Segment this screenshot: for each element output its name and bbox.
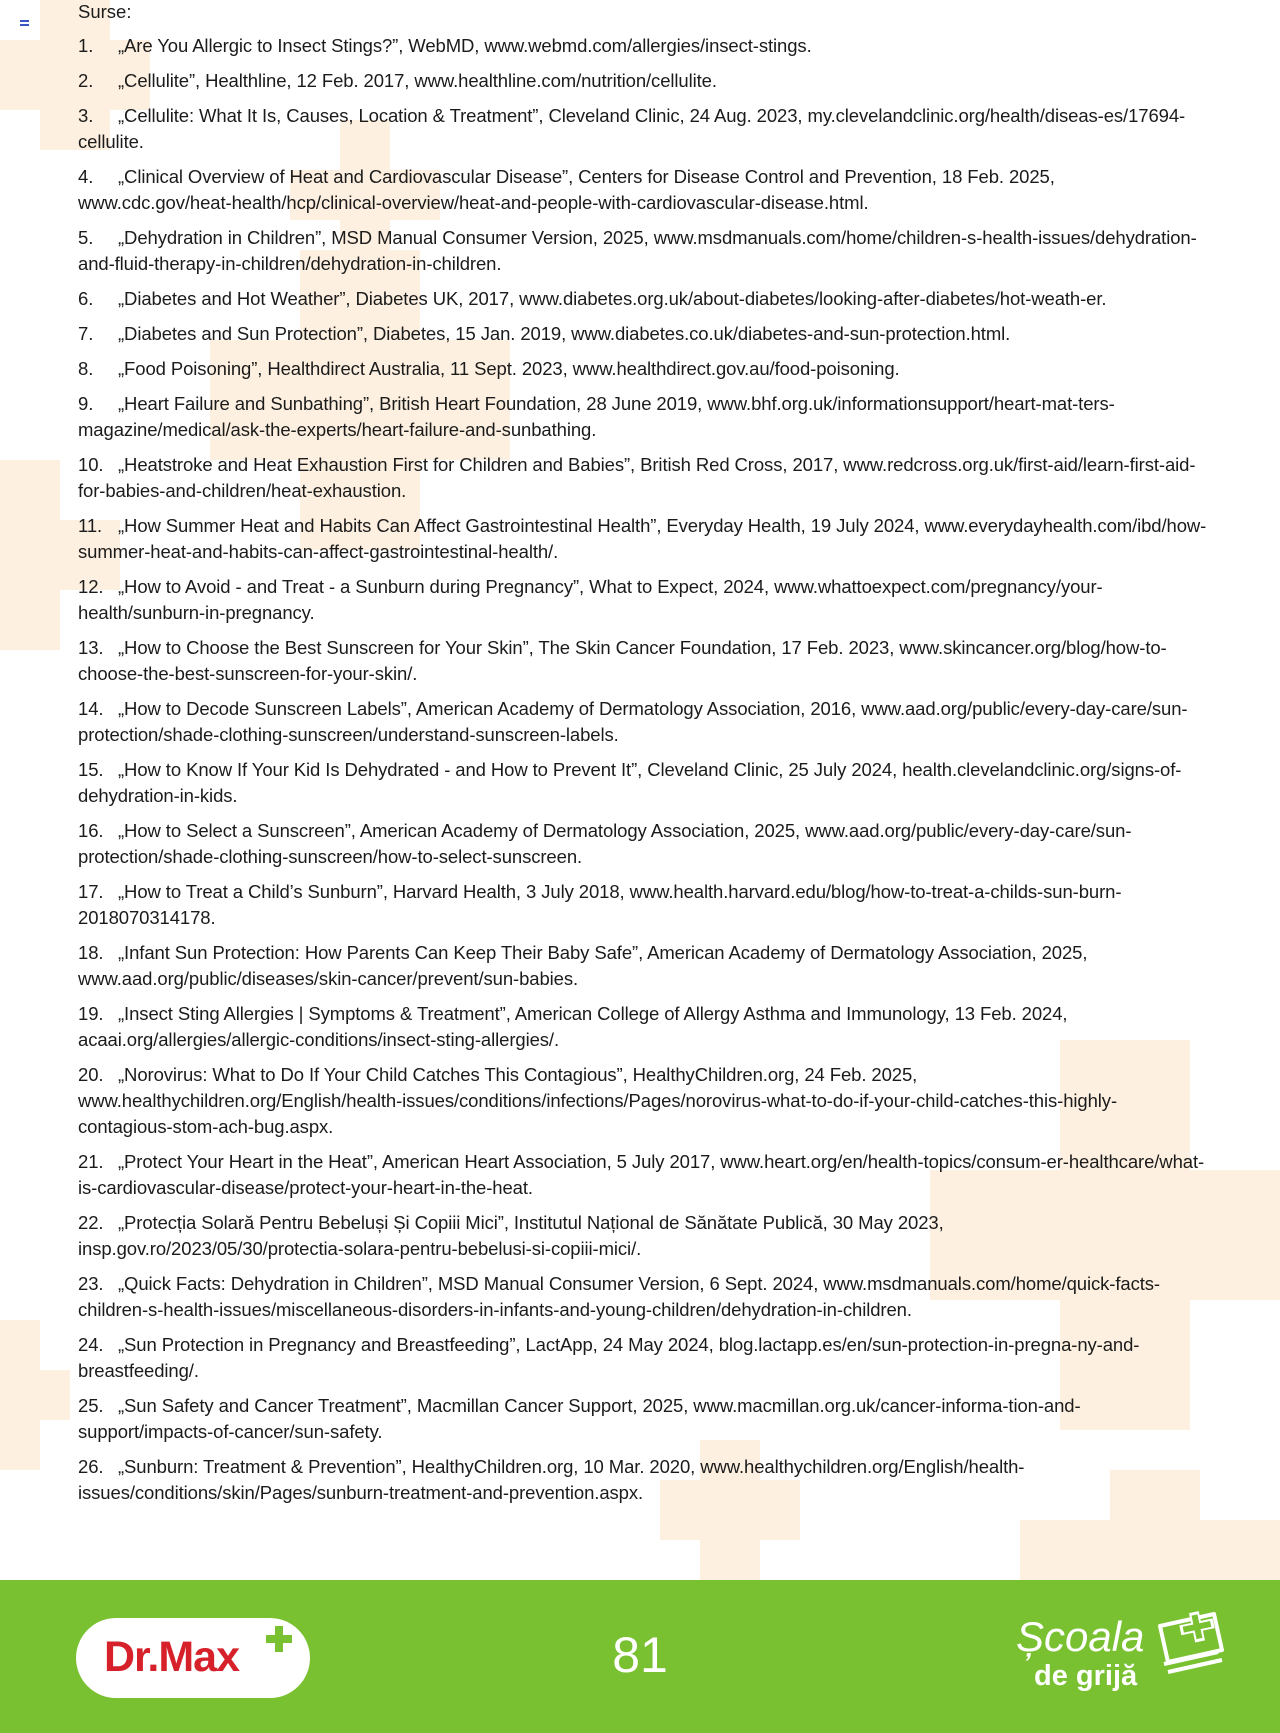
reference-number: 11.: [78, 515, 103, 536]
reference-text: „Sun Safety and Cancer Treatment”, Macmillan Cancer Support, 2025, www.macmillan.org.uk/cancer-informa-tion-and-support/impacts-of-cancer/sun-safety.: [78, 1395, 1081, 1442]
reference-text: „Protect Your Heart in the Heat”, American Heart Association, 5 July 2017, www.heart.org/en/health-topics/consum-er-healthcare/what-is-cardiovascular-disease/protect-your-heart-in-the-heat.: [78, 1151, 1205, 1198]
reference-item: [78, 879, 1208, 931]
green-plus-icon: [266, 1626, 292, 1652]
reference-text: „How to Decode Sunscreen Labels”, American Academy of Dermatology Association, 2016, www.aad.org/public/every-day-care/sun-protection/shade-clothing-sunscreen/understand-sunscreen-labels.: [78, 698, 1188, 745]
reference-item: [78, 1149, 1208, 1201]
logo-word-scoala: Școala: [1016, 1613, 1145, 1660]
reference-number: 13.: [78, 637, 104, 658]
reference-number: 12.: [78, 576, 104, 597]
reference-item: [78, 1001, 1208, 1053]
reference-item: [78, 635, 1208, 687]
menu-icon[interactable]: [20, 20, 29, 28]
reference-text: „How to Know If Your Kid Is Dehydrated - and How to Prevent It”, Cleveland Clinic, 25 July 2024, health.clevelandclinic.org/signs-of-dehydration-in-kids.: [78, 759, 1182, 806]
reference-item: [78, 1393, 1208, 1445]
reference-item: [78, 1210, 1208, 1262]
reference-number: 15.: [78, 759, 104, 780]
reference-item: [78, 391, 1208, 443]
reference-item: [78, 356, 1208, 382]
reference-item: [78, 818, 1208, 870]
cross-shape: [0, 1320, 70, 1470]
reference-text: „Cellulite”, Healthline, 12 Feb. 2017, www.healthline.com/nutrition/cellulite.: [118, 70, 717, 91]
reference-text: „Quick Facts: Dehydration in Children”, MSD Manual Consumer Version, 6 Sept. 2024, www.msdmanuals.com/home/quick-facts-children-s-health-issues/miscellaneous-disorders-in-infants-and-young-children/dehydration-in-children.: [78, 1273, 1160, 1320]
reference-list: [78, 33, 1208, 1506]
reference-item: [78, 68, 1208, 94]
reference-item: [78, 940, 1208, 992]
reference-text: „Heart Failure and Sunbathing”, British Heart Foundation, 28 June 2019, www.bhf.org.uk/informationsupport/heart-mat-ters-magazine/medical/ask-the-experts/heart-failure-and-sunbathing.: [78, 393, 1115, 440]
reference-item: [78, 103, 1208, 155]
reference-number: 9.: [78, 393, 94, 414]
drmax-logo-text: Dr.Max: [104, 1633, 240, 1681]
drmax-logo: [76, 1618, 310, 1698]
reference-text: „Insect Sting Allergies | Symptoms & Treatment”, American College of Allergy Asthma and Immunology, 13 Feb. 2024, acaai.org/allergies/allergic-conditions/insect-sting-allergies/.: [78, 1003, 1068, 1050]
reference-text: „How to Choose the Best Sunscreen for Your Skin”, The Skin Cancer Foundation, 17 Feb. 2023, www.skincancer.org/blog/how-to-choose-the-best-sunscreen-for-your-skin/.: [78, 637, 1167, 684]
reference-text: „Diabetes and Sun Protection”, Diabetes, 15 Jan. 2019, www.diabetes.co.uk/diabetes-and-sun-protection.html.: [118, 323, 1011, 344]
reference-text: „Dehydration in Children”, MSD Manual Consumer Version, 2025, www.msdmanuals.com/home/children-s-health-issues/dehydration-and-fluid-therapy-in-children/dehydration-in-children.: [78, 227, 1197, 274]
reference-text: „How to Select a Sunscreen”, American Academy of Dermatology Association, 2025, www.aad.org/public/every-day-care/sun-protection/shade-clothing-sunscreen/how-to-select-sunscreen.: [78, 820, 1132, 867]
reference-text: „Heatstroke and Heat Exhaustion First for Children and Babies”, British Red Cross, 2017, www.redcross.org.uk/first-aid/learn-first-aid-for-babies-and-children/heat-exhaustion.: [78, 454, 1196, 501]
reference-number: 14.: [78, 698, 104, 719]
reference-number: 7.: [78, 323, 94, 344]
reference-number: 17.: [78, 881, 104, 902]
reference-number: 18.: [78, 942, 104, 963]
page-number: 81: [612, 1627, 668, 1683]
reference-text: „How to Treat a Child’s Sunburn”, Harvard Health, 3 July 2018, www.health.harvard.edu/blog/how-to-treat-a-childs-sun-burn-2018070314178.: [78, 881, 1122, 928]
reference-number: 20.: [78, 1064, 104, 1085]
reference-item: [78, 1332, 1208, 1384]
logo-words-de-grija: de grijă: [1034, 1660, 1138, 1692]
reference-item: [78, 33, 1208, 59]
reference-number: 3.: [78, 105, 94, 126]
reference-item: [78, 757, 1208, 809]
reference-item: [78, 513, 1208, 565]
reference-text: „Infant Sun Protection: How Parents Can Keep Their Baby Safe”, American Academy of Dermatology Association, 2025, www.aad.org/public/diseases/skin-cancer/prevent/sun-babies.: [78, 942, 1088, 989]
reference-item: [78, 225, 1208, 277]
reference-text: „Food Poisoning”, Healthdirect Australia, 11 Sept. 2023, www.healthdirect.gov.au/food-poisoning.: [118, 358, 900, 379]
sources-content: [78, 0, 1208, 1515]
reference-number: 24.: [78, 1334, 104, 1355]
reference-item: [78, 574, 1208, 626]
reference-text: „Norovirus: What to Do If Your Child Catches This Contagious”, HealthyChildren.org, 24 Feb. 2025, www.healthychildren.org/English/health-issues/conditions/infections/Pages/norovirus-what-to-do-if-your-child-catches-this-highly-contagious-stom-ach-bug.aspx.: [78, 1064, 1117, 1137]
reference-item: [78, 696, 1208, 748]
reference-number: 2.: [78, 70, 94, 91]
reference-number: 6.: [78, 288, 94, 309]
reference-number: 1.: [78, 35, 94, 56]
reference-text: „Cellulite: What It Is, Causes, Location & Treatment”, Cleveland Clinic, 24 Aug. 2023, my.clevelandclinic.org/health/diseas-es/17694-cellulite.: [78, 105, 1186, 152]
reference-number: 22.: [78, 1212, 104, 1233]
reference-item: [78, 1062, 1208, 1140]
reference-number: 16.: [78, 820, 104, 841]
reference-item: [78, 321, 1208, 347]
reference-number: 21.: [78, 1151, 104, 1172]
reference-text: „Protecția Solară Pentru Bebeluși Și Copiii Mici”, Institutul Național de Sănătate Publică, 30 May 2023, insp.gov.ro/2023/05/30/protectia-solara-pentru-bebelusi-si-copiii-mici/.: [78, 1212, 944, 1259]
reference-number: 5.: [78, 227, 94, 248]
reference-text: „How to Avoid - and Treat - a Sunburn during Pregnancy”, What to Expect, 2024, www.whattoexpect.com/pregnancy/your-health/sunburn-in-pregnancy.: [78, 576, 1103, 623]
reference-number: 8.: [78, 358, 94, 379]
scoala-de-grija-logo: [1010, 1602, 1250, 1712]
reference-item: [78, 286, 1208, 312]
reference-text: „Sunburn: Treatment & Prevention”, HealthyChildren.org, 10 Mar. 2020, www.healthychildren.org/English/health-issues/conditions/skin/Pages/sunburn-treatment-and-prevention.aspx.: [78, 1456, 1025, 1503]
reference-number: 23.: [78, 1273, 104, 1294]
first-aid-kit-icon: [1150, 1602, 1230, 1682]
reference-text: „Clinical Overview of Heat and Cardiovascular Disease”, Centers for Disease Control and Prevention, 18 Feb. 2025, www.cdc.gov/heat-health/hcp/clinical-overview/heat-and-people-with-cardiovascular-disease.html.: [78, 166, 1055, 213]
reference-text: „Diabetes and Hot Weather”, Diabetes UK, 2017, www.diabetes.org.uk/about-diabetes/looking-after-diabetes/hot-weath-er.: [118, 288, 1107, 309]
reference-number: 10.: [78, 454, 104, 475]
footer-bar: [0, 1580, 1280, 1733]
reference-item: [78, 452, 1208, 504]
reference-item: [78, 164, 1208, 216]
reference-number: 19.: [78, 1003, 104, 1024]
sources-heading: Surse:: [78, 1, 132, 22]
reference-number: 26.: [78, 1456, 104, 1477]
reference-item: [78, 1271, 1208, 1323]
reference-item: [78, 1454, 1208, 1506]
reference-text: „Sun Protection in Pregnancy and Breastfeeding”, LactApp, 24 May 2024, blog.lactapp.es/en/sun-protection-in-pregna-ny-and-breastfeeding/.: [78, 1334, 1140, 1381]
reference-number: 25.: [78, 1395, 104, 1416]
reference-text: „Are You Allergic to Insect Stings?”, WebMD, www.webmd.com/allergies/insect-stings.: [118, 35, 812, 56]
reference-text: „How Summer Heat and Habits Can Affect Gastrointestinal Health”, Everyday Health, 19 July 2024, www.everydayhealth.com/ibd/how-summer-heat-and-habits-can-affect-gastrointestinal-health/.: [78, 515, 1207, 562]
reference-number: 4.: [78, 166, 94, 187]
